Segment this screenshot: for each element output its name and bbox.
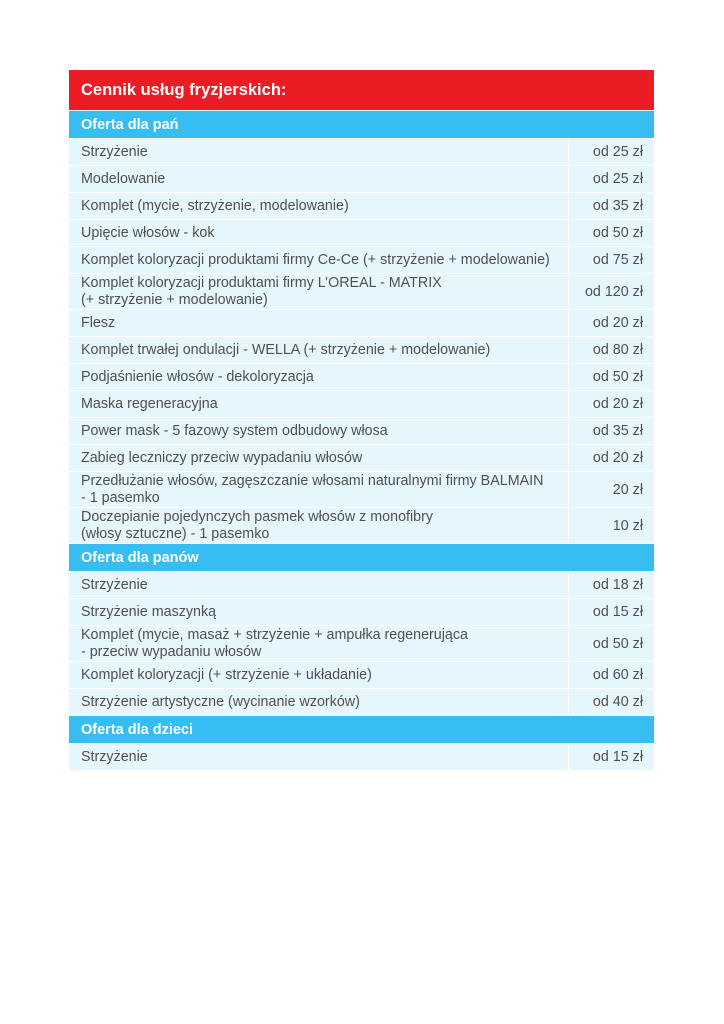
service-name: Przedłużanie włosów, zagęszczanie włosami naturalnymi firmy BALMAIN - 1 pasemko [81, 472, 544, 506]
service-name: Komplet koloryzacji (+ strzyżenie + układanie) [81, 666, 372, 683]
service-price: od 15 zł [568, 744, 654, 770]
service-name: Maska regeneracyjna [81, 395, 218, 412]
price-row [69, 508, 654, 543]
price-row [69, 418, 654, 444]
service-price: od 18 zł [568, 572, 654, 598]
price-row [69, 337, 654, 363]
price-list-title: Cennik usług fryzjerskich: [69, 70, 654, 110]
price-row [69, 662, 654, 688]
service-name: Komplet koloryzacji produktami firmy Ce-Ce (+ strzyżenie + modelowanie) [81, 251, 550, 268]
service-price: 10 zł [568, 508, 654, 543]
service-price: od 80 zł [568, 337, 654, 363]
price-row [69, 247, 654, 273]
price-row [69, 599, 654, 625]
service-price: od 20 zł [568, 391, 654, 417]
price-row [69, 472, 654, 507]
price-row [69, 391, 654, 417]
service-name: Doczepianie pojedynczych pasmek włosów z monofibry (włosy sztuczne) - 1 pasemko [81, 508, 434, 542]
service-name: Strzyżenie maszynką [81, 603, 217, 620]
section-header: Oferta dla dzieci [69, 716, 654, 743]
service-price: od 35 zł [568, 193, 654, 219]
service-price: od 40 zł [568, 689, 654, 715]
price-row [69, 689, 654, 715]
service-price: od 15 zł [568, 599, 654, 625]
service-price: od 50 zł [568, 220, 654, 246]
service-price: od 50 zł [568, 626, 654, 661]
service-name: Flesz [81, 314, 116, 331]
service-name: Modelowanie [81, 170, 166, 187]
service-name: Upięcie włosów - kok [81, 224, 215, 241]
service-price: 20 zł [568, 472, 654, 507]
service-price: od 50 zł [568, 364, 654, 390]
price-row [69, 139, 654, 165]
service-name: Power mask - 5 fazowy system odbudowy włosa [81, 422, 388, 439]
price-row [69, 310, 654, 336]
price-row [69, 626, 654, 661]
service-name: Strzyżenie [81, 576, 148, 593]
service-name: Komplet (mycie, masaż + strzyżenie + ampułka regenerująca - przeciw wypadaniu włosów [81, 626, 468, 660]
service-price: od 20 zł [568, 445, 654, 471]
price-row [69, 744, 654, 770]
service-name: Strzyżenie artystyczne (wycinanie wzorków) [81, 693, 360, 710]
service-name: Strzyżenie [81, 748, 148, 765]
service-price: od 35 zł [568, 418, 654, 444]
section-header: Oferta dla pań [69, 111, 654, 138]
price-list [69, 70, 654, 770]
section-header: Oferta dla panów [69, 544, 654, 571]
price-row [69, 572, 654, 598]
service-price: od 25 zł [568, 166, 654, 192]
price-row [69, 445, 654, 471]
service-name: Strzyżenie [81, 143, 148, 160]
service-name: Komplet (mycie, strzyżenie, modelowanie) [81, 197, 349, 214]
service-name: Komplet koloryzacji produktami firmy L’OREAL - MATRIX (+ strzyżenie + modelowanie) [81, 274, 442, 308]
service-price: od 120 zł [568, 274, 654, 309]
price-row [69, 274, 654, 309]
service-name: Komplet trwałej ondulacji - WELLA (+ strzyżenie + modelowanie) [81, 341, 491, 358]
service-price: od 20 zł [568, 310, 654, 336]
service-price: od 25 zł [568, 139, 654, 165]
price-row [69, 193, 654, 219]
service-name: Podjaśnienie włosów - dekoloryzacja [81, 368, 314, 385]
price-list-sections [69, 111, 654, 770]
service-name: Zabieg leczniczy przeciw wypadaniu włosów [81, 449, 363, 466]
price-row [69, 166, 654, 192]
price-row [69, 220, 654, 246]
service-price: od 75 zł [568, 247, 654, 273]
price-row [69, 364, 654, 390]
service-price: od 60 zł [568, 662, 654, 688]
